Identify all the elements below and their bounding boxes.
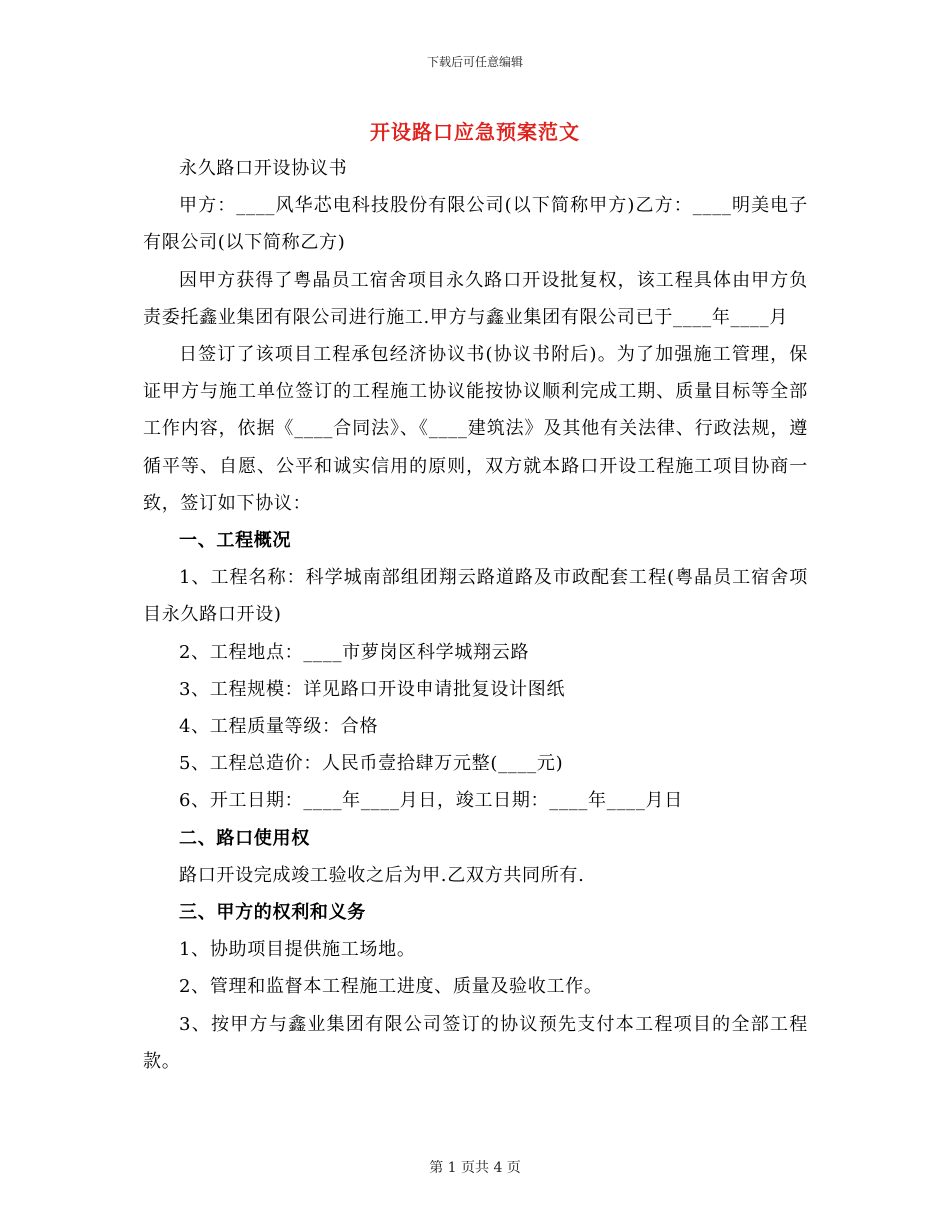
paragraph: 5、工程总造价：人民币壹拾肆万元整(____元) [179,753,564,775]
paragraph: 因甲方获得了粤晶员工宿舍项目永久路口开设批复权，该工程具体由甲方负责委托鑫业集团有限公司进行施工.甲方与鑫业集团有限公司已于____年____月 [143,269,808,328]
paragraph: 1、协助项目提供施工场地。 [179,939,416,961]
document-title: 开设路口应急预案范文 [370,120,580,144]
paragraph: 3、工程规模：详见路口开设申请批复设计图纸 [179,678,566,700]
page-footer: 第 1 页共 4 页 [429,1160,521,1176]
section-heading: 一、工程概况 [179,530,292,552]
paragraph: 6、开工日期：____年____月日，竣工日期：____年____月日 [179,790,683,812]
document-body [143,150,808,1080]
section-heading: 三、甲方的权利和义务 [179,902,366,924]
paragraph: 甲方：____风华芯电科技股份有限公司(以下简称甲方)乙方：____明美电子有限公司(以下简称乙方) [143,195,808,254]
section-heading: 二、路口使用权 [179,827,310,849]
paragraph: 3、按甲方与鑫业集团有限公司签订的协议预先支付本工程项目的全部工程款。 [143,1013,808,1072]
paragraph: 路口开设完成竣工验收之后为甲.乙双方共同所有. [179,864,585,886]
paragraph: 1、工程名称：科学城南部组团翔云路道路及市政配套工程(粤晶员工宿舍项目永久路口开设) [143,567,808,626]
page-header-note: 下载后可任意编辑 [426,55,523,69]
paragraph: 2、工程地点：____市萝岗区科学城翔云路 [179,641,530,663]
paragraph: 日签订了该项目工程承包经济协议书(协议书附后)。为了加强施工管理，保证甲方与施工单位签订的工程施工协议能按协议顺利完成工期、质量目标等全部工作内容，依据《____合同法》、《____建筑法》及其他有关法律、行政法规，遵循平等、自愿、公平和诚实信用的原则，双方就本路口开设工程施工项目协商一致，签订如下协议： [143,344,808,514]
paragraph: 2、管理和监督本工程施工进度、质量及验收工作。 [179,976,603,998]
paragraph: 4、工程质量等级：合格 [179,716,379,738]
paragraph: 永久路口开设协议书 [179,158,348,179]
